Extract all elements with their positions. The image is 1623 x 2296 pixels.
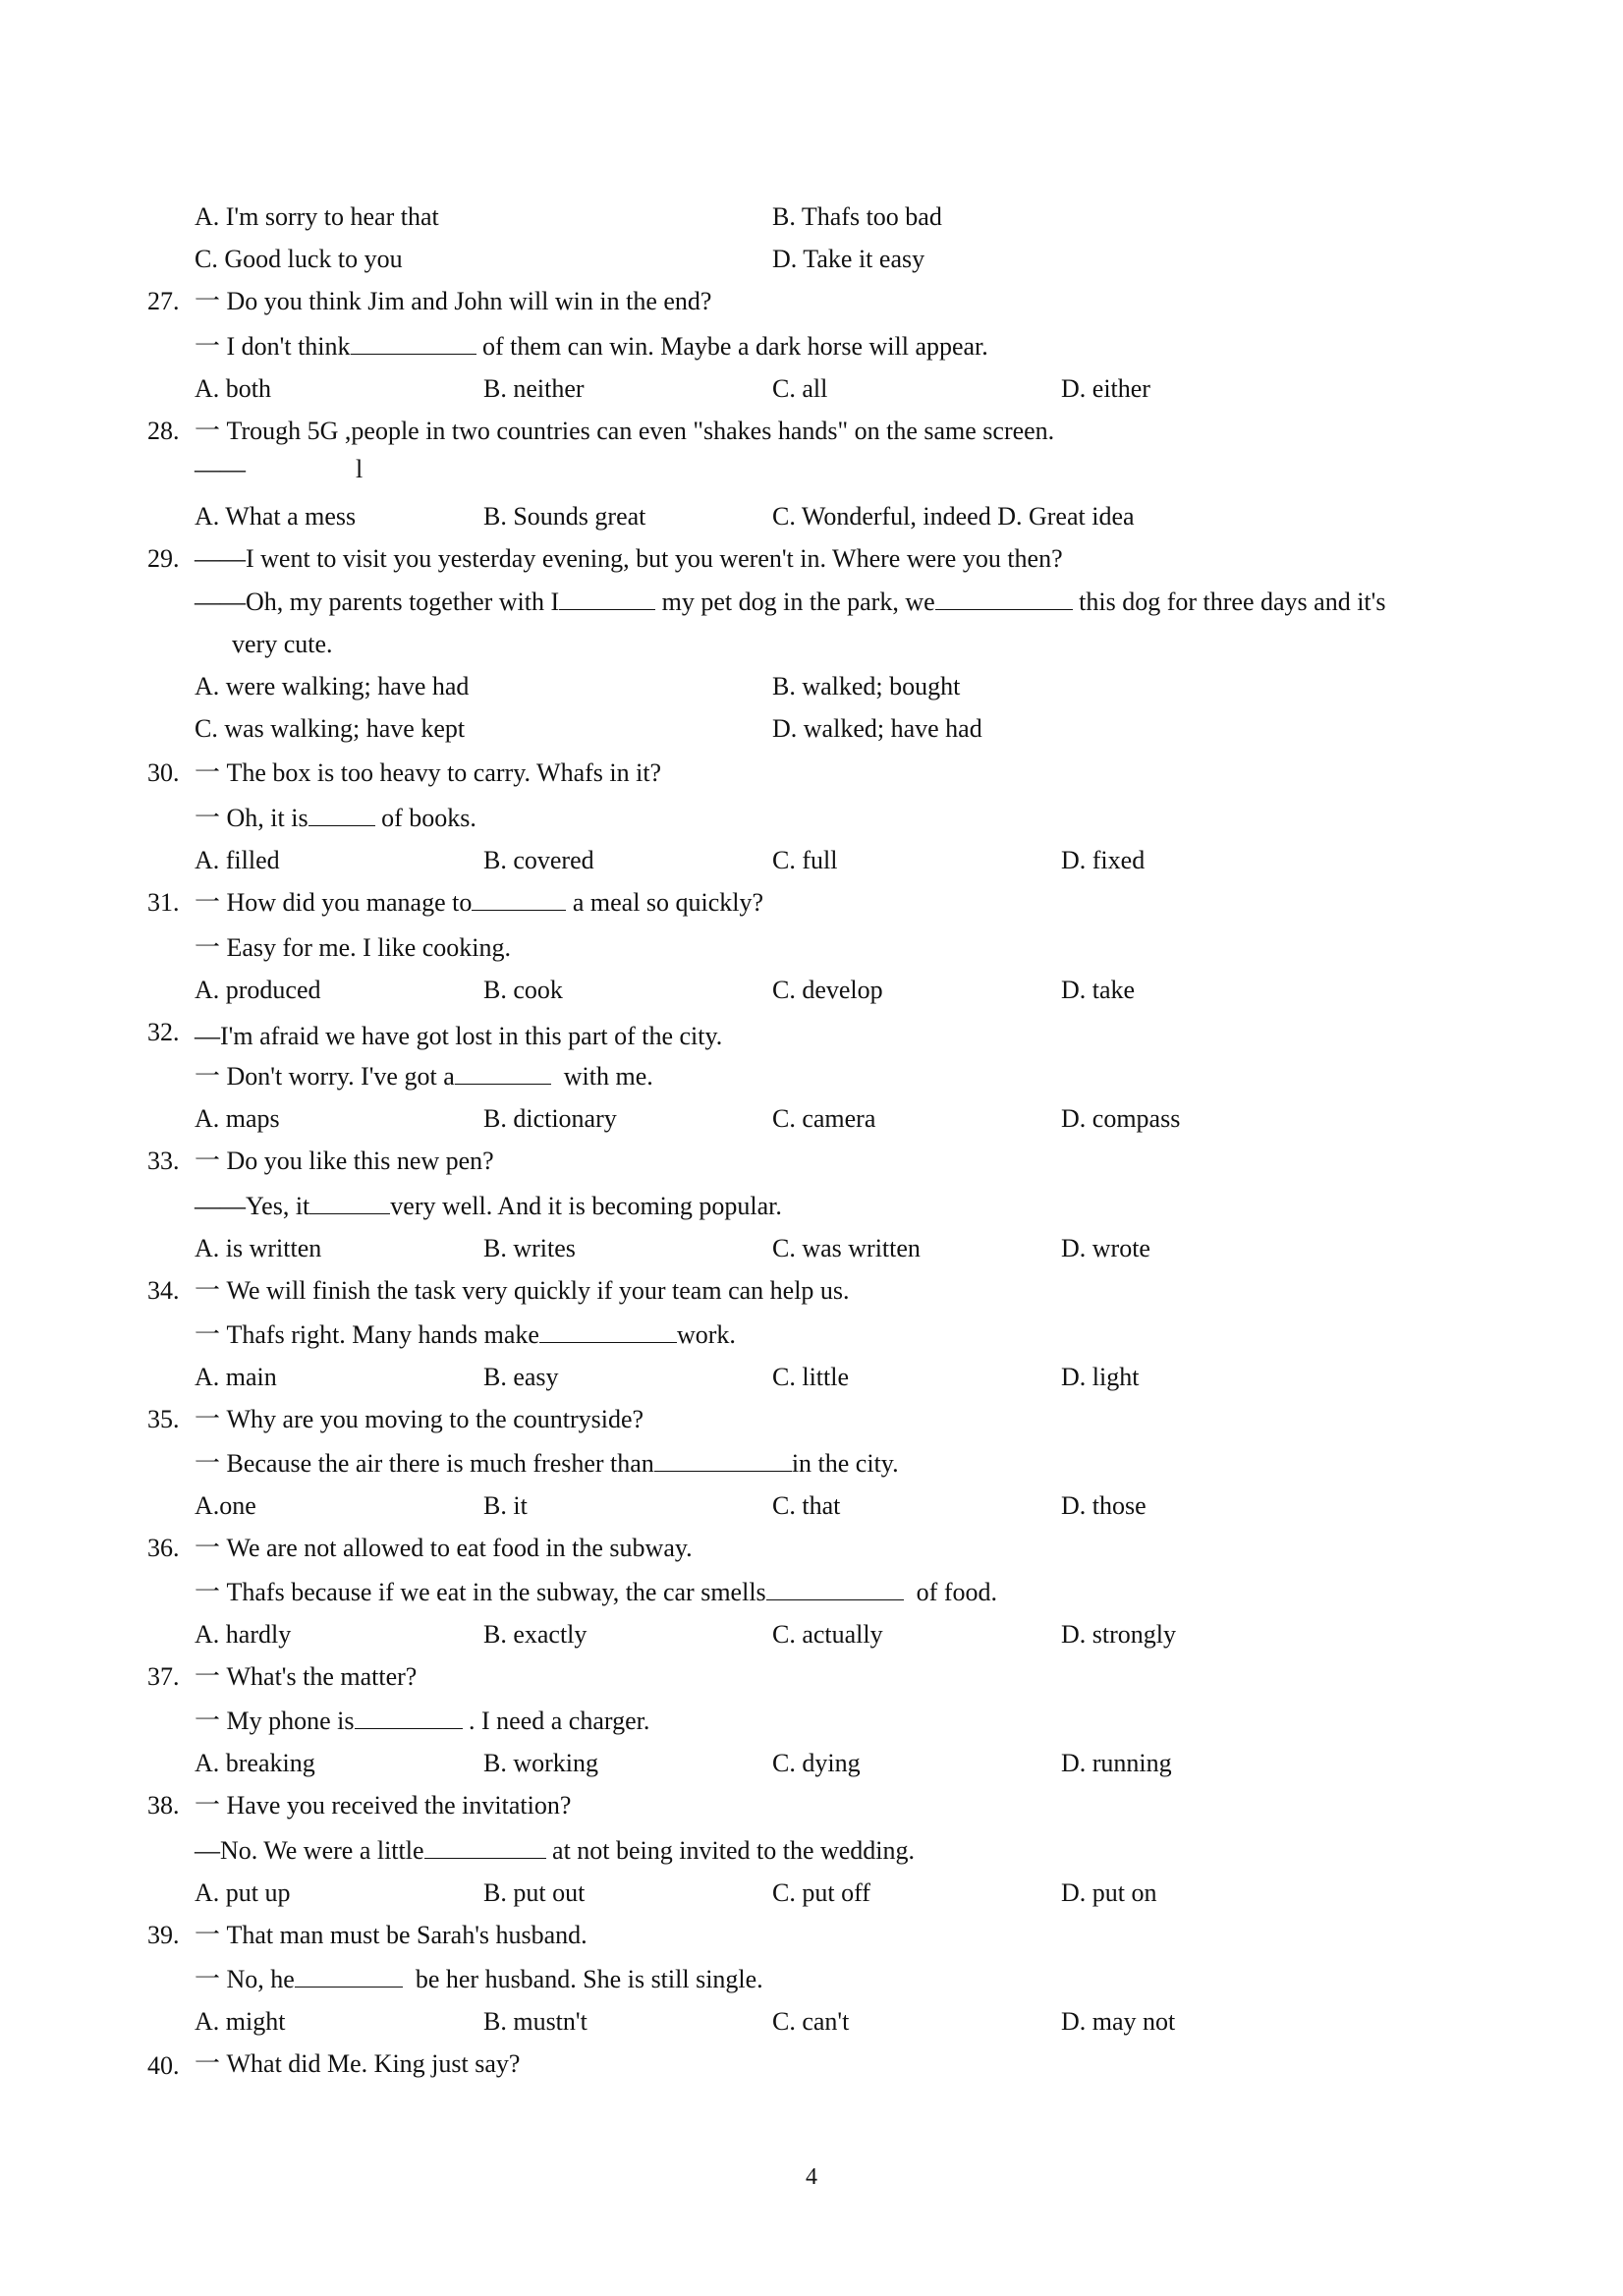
q34-option-c: C. little <box>772 1363 849 1391</box>
q29-blank-1 <box>559 588 655 610</box>
q27-line2 <box>195 331 988 363</box>
q27-line2-text-a: 一 I don't think <box>195 332 351 361</box>
q37-line2-text-a: 一 My phone is <box>195 1707 355 1735</box>
q36-line2-text-b: of food. <box>916 1578 997 1606</box>
q30-line2-text-a: 一 Oh, it is <box>195 804 308 832</box>
q29-line3: very cute. <box>232 630 333 658</box>
q28-line2-dash: —— <box>195 455 246 483</box>
q32-option-c: C. camera <box>772 1104 876 1133</box>
q37-line2 <box>195 1706 649 1737</box>
q30-number: 30. <box>147 758 180 787</box>
q29-blank-2 <box>935 588 1073 610</box>
q33-option-d: D. wrote <box>1061 1234 1150 1262</box>
q27-option-c: C. all <box>772 374 828 403</box>
q29-line2-text-a: ——Oh, my parents together with I <box>195 588 560 616</box>
q34-option-d: D. light <box>1061 1363 1140 1391</box>
q39-line1: 一 That man must be Sarah's husband. <box>195 1921 588 1949</box>
q35-option-b: B. it <box>483 1491 528 1520</box>
q38-line2-text-a: —No. We were a little <box>195 1836 424 1865</box>
q33-line2-text-b: very well. And it is becoming popular. <box>390 1192 782 1220</box>
q30-option-c: C. full <box>772 846 838 874</box>
q36-line1: 一 We are not allowed to eat food in the subway. <box>195 1534 693 1562</box>
q28-number: 28. <box>147 417 180 445</box>
q33-blank <box>309 1192 390 1214</box>
q36-line2-text-a: 一 Thafs because if we eat in the subway, the car smells <box>195 1578 766 1606</box>
q29-line2 <box>195 587 1385 618</box>
q27-option-d: D. either <box>1061 374 1150 403</box>
q34-line2-text-b: work. <box>676 1320 736 1349</box>
q38-blank <box>424 1836 546 1859</box>
q29-option-d: D. walked; have had <box>772 714 982 743</box>
q34-line2-text-a: 一 Thafs right. Many hands make <box>195 1320 539 1349</box>
q37-line1: 一 What's the matter? <box>195 1662 418 1691</box>
q39-blank <box>295 1965 403 1988</box>
q27-number: 27. <box>147 287 180 315</box>
q30-blank <box>308 804 375 826</box>
q28-option-cd: C. Wonderful, indeed D. Great idea <box>772 502 1135 531</box>
q35-number: 35. <box>147 1405 180 1433</box>
q38-line2-text-b: at not being invited to the wedding. <box>552 1836 916 1865</box>
q39-line2 <box>195 1964 763 1995</box>
q32-option-b: B. dictionary <box>483 1104 617 1133</box>
q26-option-d: D. Take it easy <box>772 245 925 273</box>
q39-option-a: A. might <box>195 2007 286 2036</box>
q33-number: 33. <box>147 1147 180 1175</box>
q32-line1: —I'm afraid we have got lost in this part of the city. <box>195 1022 723 1050</box>
q30-option-b: B. covered <box>483 846 594 874</box>
q29-option-a: A. were walking; have had <box>195 672 470 700</box>
q32-number: 32. <box>147 1018 180 1046</box>
q31-line1 <box>195 887 763 919</box>
q36-number: 36. <box>147 1534 180 1562</box>
q40-line1: 一 What did Me. King just say? <box>195 2049 521 2078</box>
q29-option-c: C. was walking; have kept <box>195 714 466 743</box>
q28-line2-mark: l <box>356 455 364 483</box>
q26-option-b: B. Thafs too bad <box>772 202 942 231</box>
q30-line1: 一 The box is too heavy to carry. Whafs in it? <box>195 758 662 787</box>
q34-blank <box>539 1320 677 1343</box>
q35-line2-text-b: in the city. <box>791 1449 899 1478</box>
q30-line2-text-b: of books. <box>381 804 476 832</box>
q37-option-c: C. dying <box>772 1749 861 1777</box>
q36-option-b: B. exactly <box>483 1620 588 1649</box>
q30-line2 <box>195 803 476 834</box>
q31-option-c: C. develop <box>772 976 883 1004</box>
q32-line2 <box>195 1061 653 1092</box>
q26-option-a: A. I'm sorry to hear that <box>195 202 439 231</box>
q32-option-a: A. maps <box>195 1104 280 1133</box>
q32-line2-text-a: 一 Don't worry. I've got a <box>195 1062 455 1091</box>
q31-line1-text-a: 一 How did you manage to <box>195 888 473 917</box>
q36-blank <box>766 1578 904 1600</box>
q33-line1: 一 Do you like this new pen? <box>195 1147 494 1175</box>
q37-option-d: D. running <box>1061 1749 1172 1777</box>
q36-line2 <box>195 1577 997 1608</box>
q35-line1: 一 Why are you moving to the countryside? <box>195 1405 644 1433</box>
q36-option-d: D. strongly <box>1061 1620 1176 1649</box>
q29-line2-text-c: this dog for three days and it's <box>1079 588 1386 616</box>
q35-option-d: D. those <box>1061 1491 1147 1520</box>
q40-number: 40. <box>147 2051 180 2080</box>
q28-line1: 一 Trough 5G ,people in two countries can even "shakes hands" on the same screen. <box>195 417 1055 445</box>
q38-option-a: A. put up <box>195 1878 291 1907</box>
q30-option-d: D. fixed <box>1061 846 1146 874</box>
q30-option-a: A. filled <box>195 846 280 874</box>
page-number: 4 <box>806 2164 817 2190</box>
q33-option-c: C. was written <box>772 1234 921 1262</box>
q35-line2 <box>195 1448 899 1480</box>
q31-blank <box>472 888 566 911</box>
q28-option-b: B. Sounds great <box>483 502 646 531</box>
q38-option-c: C. put off <box>772 1878 870 1907</box>
q37-option-b: B. working <box>483 1749 598 1777</box>
q33-line2 <box>195 1191 782 1222</box>
q35-option-c: C. that <box>772 1491 841 1520</box>
q31-line2: 一 Easy for me. I like cooking. <box>195 933 512 962</box>
q27-option-a: A. both <box>195 374 271 403</box>
q39-number: 39. <box>147 1921 180 1949</box>
q35-blank <box>654 1449 792 1472</box>
q33-line2-text-a: ——Yes, it <box>195 1192 310 1220</box>
q39-line2-text-a: 一 No, he <box>195 1965 295 1993</box>
q29-option-b: B. walked; bought <box>772 672 961 700</box>
q37-option-a: A. breaking <box>195 1749 315 1777</box>
q29-line2-text-b: my pet dog in the park, we <box>661 588 935 616</box>
q32-line2-text-b: with me. <box>563 1062 653 1091</box>
q35-option-a: A.one <box>195 1491 256 1520</box>
q38-number: 38. <box>147 1791 180 1820</box>
q38-option-b: B. put out <box>483 1878 586 1907</box>
q27-line2-text-b: of them can win. Maybe a dark horse will appear. <box>482 332 988 361</box>
q27-line1: 一 Do you think Jim and John will win in the end? <box>195 287 712 315</box>
q39-option-c: C. can't <box>772 2007 850 2036</box>
q32-option-d: D. compass <box>1061 1104 1181 1133</box>
q26-option-c: C. Good luck to you <box>195 245 403 273</box>
q33-option-b: B. writes <box>483 1234 576 1262</box>
q27-blank <box>351 332 476 355</box>
q34-number: 34. <box>147 1276 180 1305</box>
q33-option-a: A. is written <box>195 1234 322 1262</box>
q36-option-a: A. hardly <box>195 1620 292 1649</box>
q34-line1: 一 We will finish the task very quickly if your team can help us. <box>195 1276 850 1305</box>
q34-line2 <box>195 1319 736 1351</box>
q34-option-a: A. main <box>195 1363 277 1391</box>
q37-number: 37. <box>147 1662 180 1691</box>
q31-option-b: B. cook <box>483 976 563 1004</box>
q31-line1-text-b: a meal so quickly? <box>572 888 764 917</box>
q38-line1: 一 Have you received the invitation? <box>195 1791 572 1820</box>
q39-option-b: B. mustn't <box>483 2007 588 2036</box>
q28-option-a: A. What a mess <box>195 502 357 531</box>
q39-line2-text-b: be her husband. She is still single. <box>415 1965 763 1993</box>
q31-option-d: D. take <box>1061 976 1136 1004</box>
q38-line2 <box>195 1835 915 1867</box>
q32-blank <box>455 1062 551 1085</box>
q36-option-c: C. actually <box>772 1620 883 1649</box>
q37-blank <box>355 1707 463 1729</box>
q39-option-d: D. may not <box>1061 2007 1176 2036</box>
q31-option-a: A. produced <box>195 976 321 1004</box>
q38-option-d: D. put on <box>1061 1878 1157 1907</box>
q29-number: 29. <box>147 544 180 573</box>
q35-line2-text-a: 一 Because the air there is much fresher than <box>195 1449 654 1478</box>
q27-option-b: B. neither <box>483 374 585 403</box>
q29-line1: ——I went to visit you yesterday evening, but you weren't in. Where were you then? <box>195 544 1063 573</box>
q31-number: 31. <box>147 888 180 917</box>
q37-line2-text-b: . I need a charger. <box>469 1707 650 1735</box>
q34-option-b: B. easy <box>483 1363 559 1391</box>
